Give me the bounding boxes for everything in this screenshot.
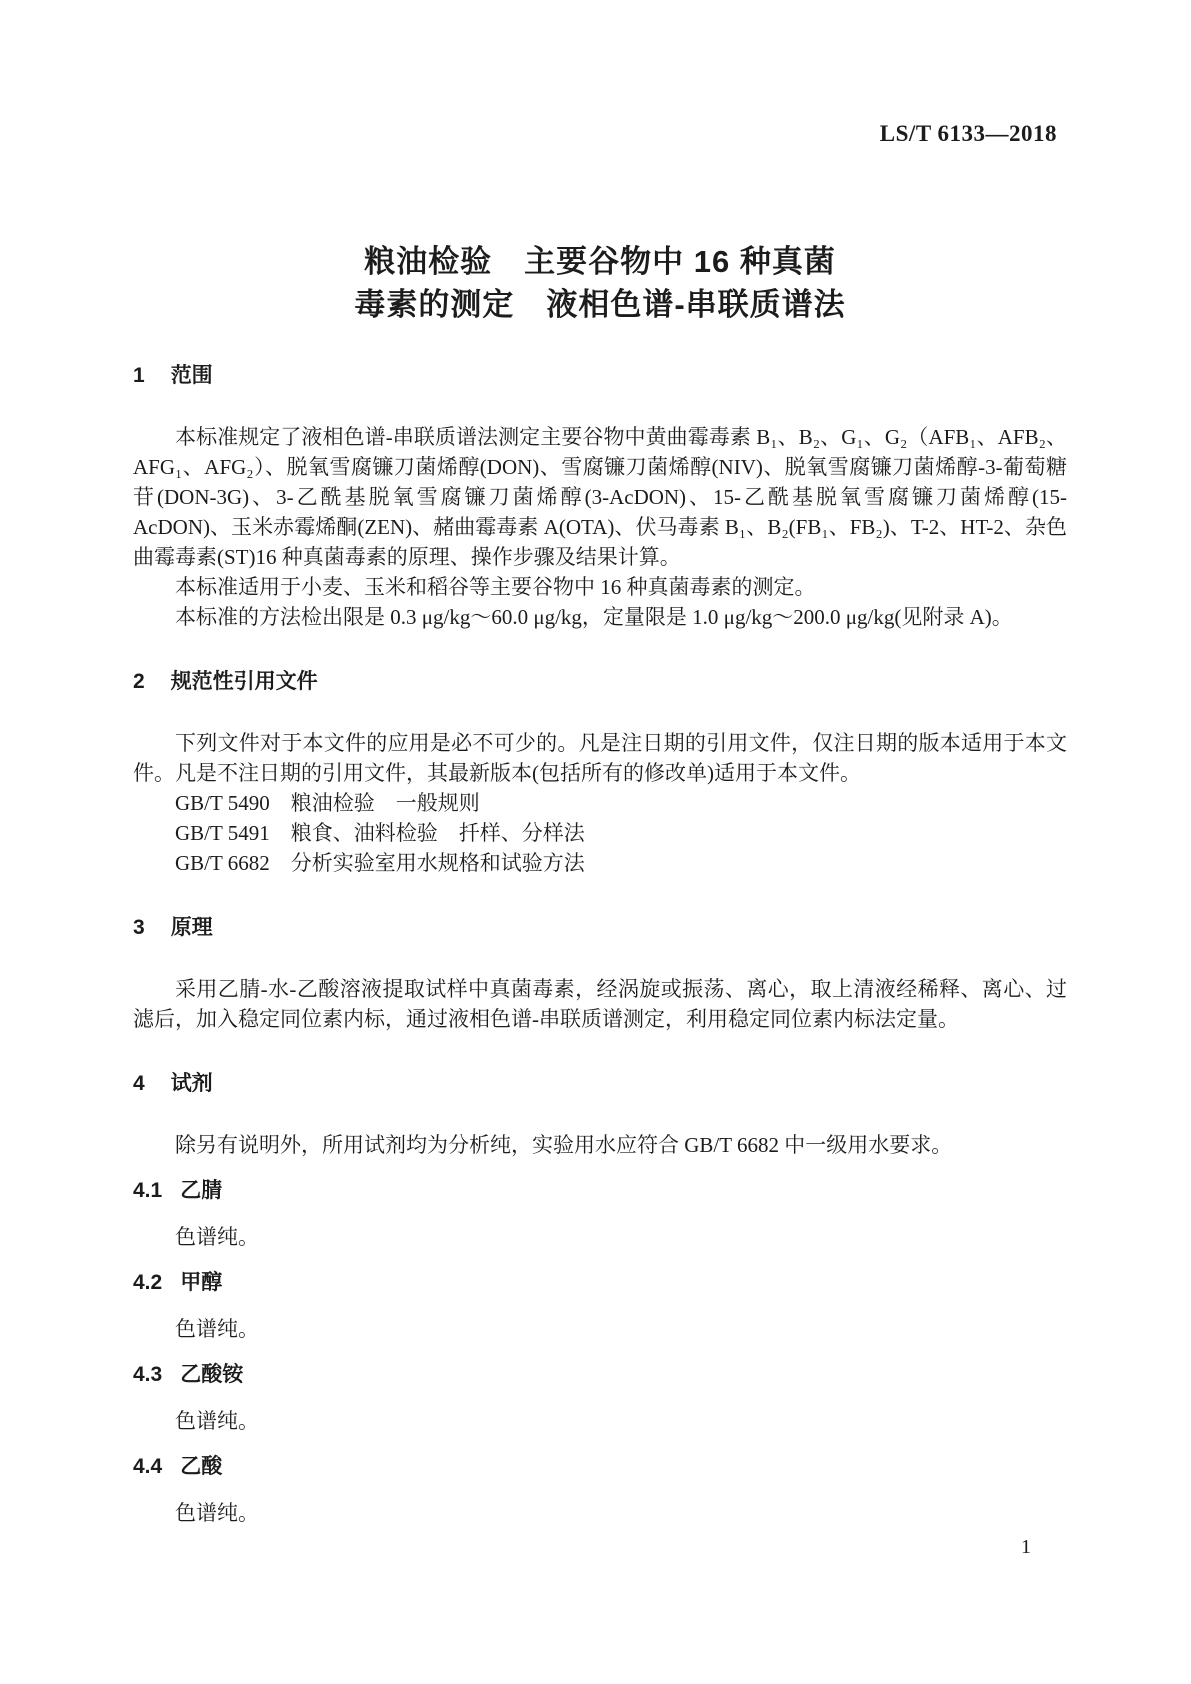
normative-references-list — [133, 788, 1067, 878]
subsection-4-2-number: 4.2 — [133, 1271, 163, 1294]
section-4-heading — [133, 1069, 1067, 1099]
section-3-title: 原理 — [170, 916, 213, 939]
document-title-line2: 毒素的测定 液相色谱-串联质谱法 — [354, 287, 846, 322]
document-title-line1: 粮油检验 主要谷物中 16 种真菌 — [364, 244, 836, 279]
section-2-paragraph-1: 下列文件对于本文件的应用是必不可少的。凡是注日期的引用文件，仅注日期的版本适用于本文件。凡是不注日期的引用文件，其最新版本(包括所有的修改单)适用于本文件。 — [133, 731, 1067, 785]
section-2-title: 规范性引用文件 — [170, 670, 318, 693]
reference-item-1: GB/T 5490 粮油检验 一般规则 — [175, 791, 480, 815]
section-2-heading — [133, 667, 1067, 697]
subsection-4-4-title: 乙酸 — [180, 1455, 223, 1478]
subsection-4-4-heading — [133, 1452, 1067, 1482]
subsection-4-3-title: 乙酸铵 — [180, 1363, 244, 1386]
subsection-4-1-heading — [133, 1176, 1067, 1206]
section-3-paragraph-1: 采用乙腈-水-乙酸溶液提取试样中真菌毒素，经涡旋或振荡、离心，取上清液经稀释、离心、过滤后，加入稳定同位素内标，通过液相色谱-串联质谱测定，利用稳定同位素内标法定量。 — [133, 977, 1067, 1031]
section-2-number: 2 — [133, 670, 145, 693]
reference-item-3: GB/T 6682 分析实验室用水规格和试验方法 — [175, 851, 585, 875]
section-1-number: 1 — [133, 364, 145, 387]
reference-item-2: GB/T 5491 粮食、油料检验 扦样、分样法 — [175, 821, 585, 845]
subsection-4-1-number: 4.1 — [133, 1179, 163, 1202]
section-1-paragraph-3: 本标准的方法检出限是 0.3 μg/kg～60.0 μg/kg，定量限是 1.0 μg/kg～200.0 μg/kg(见附录 A)。 — [175, 605, 1013, 629]
subsection-4-2-heading — [133, 1268, 1067, 1298]
section-1-heading — [133, 361, 1067, 391]
section-1-title: 范围 — [170, 364, 213, 387]
subsection-4-3-number: 4.3 — [133, 1363, 163, 1386]
section-3-heading — [133, 913, 1067, 943]
subsection-4-4-body: 色谱纯。 — [175, 1501, 259, 1525]
subsection-4-1-title: 乙腈 — [180, 1179, 223, 1202]
subsection-4-2-body: 色谱纯。 — [175, 1317, 259, 1341]
section-1-paragraph-2: 本标准适用于小麦、玉米和稻谷等主要谷物中 16 种真菌毒素的测定。 — [175, 575, 816, 599]
section-3-number: 3 — [133, 916, 145, 939]
subsection-4-3-heading — [133, 1360, 1067, 1390]
subsection-4-4-number: 4.4 — [133, 1455, 163, 1478]
section-1-paragraph-1: 本标准规定了液相色谱-串联质谱法测定主要谷物中黄曲霉毒素 B₁、B₂、G₁、G₂（AFB₁、AFB₂、AFG₁、AFG₂）、脱氧雪腐镰刀菌烯醇(DON)、雪腐镰刀菌烯醇(NIV)、脱氧雪腐镰刀菌烯醇-3-葡萄糖苷(DON-3G)、3-乙酰基脱氧雪腐镰刀菌烯醇(3-AcDON)、15-乙酰基脱氧雪腐镰刀菌烯醇(15-AcDON)、玉米赤霉烯酮(ZEN)、赭曲霉毒素 A(OTA)、伏马毒素 B₁、B₂(FB₁、FB₂)、T-2、HT-2、杂色曲霉毒素(ST)16 种真菌毒素的原理、操作步骤及结果计算。 — [133, 425, 1067, 569]
subsection-4-3-body: 色谱纯。 — [175, 1409, 259, 1433]
doc-code: LS/T 6133—2018 — [879, 121, 1057, 146]
subsection-4-2-title: 甲醇 — [180, 1271, 223, 1294]
subsection-4-1-body: 色谱纯。 — [175, 1225, 259, 1249]
section-4-paragraph-1: 除另有说明外，所用试剂均为分析纯，实验用水应符合 GB/T 6682 中一级用水要求。 — [175, 1133, 953, 1157]
section-4-title: 试剂 — [170, 1072, 213, 1095]
page-number: 1 — [1021, 1536, 1031, 1558]
document-title — [133, 240, 1067, 326]
section-4-number: 4 — [133, 1072, 145, 1095]
